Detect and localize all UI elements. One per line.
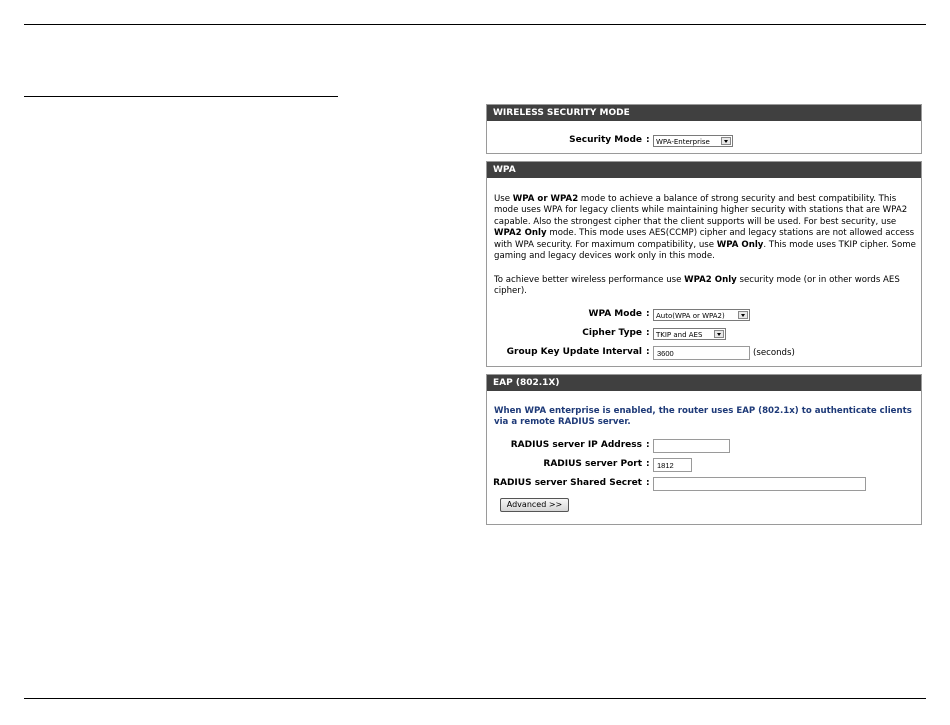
- group-key-interval-input[interactable]: [653, 346, 750, 360]
- radius-secret-label: RADIUS server Shared Secret: [493, 478, 642, 488]
- cipher-type-label: Cipher Type: [582, 328, 642, 338]
- colon: :: [646, 135, 650, 145]
- radius-port-input[interactable]: [653, 458, 692, 472]
- wpa-mode-label: WPA Mode: [588, 309, 642, 319]
- wpa-description: Use WPA or WPA2 mode to achieve a balance of strong security and best compatibility. This mode uses WPA for legacy clients while maintaining higher security with stations that are WPA2 capable. Also the strongest cipher that the client supports will be used. For best security, use WPA2 Only mode. This mode uses AES(CCMP) cipher and legacy stations are not allowed access with WPA security. For maximum compatibility, use WPA Only. This mode uses TKIP cipher. Some gaming and legacy devices work only in this mode.: [494, 194, 916, 262]
- security-mode-label: Security Mode: [569, 135, 642, 145]
- wpa-mode-select[interactable]: [653, 309, 750, 321]
- eap-intro: When WPA enterprise is enabled, the router uses EAP (802.1x) to authenticate clients via a remote RADIUS server.: [494, 406, 912, 428]
- cipher-type-value: TKIP and AES: [656, 331, 703, 339]
- wpa-panel: [486, 161, 922, 367]
- wpa-mode-value: Auto(WPA or WPA2): [656, 312, 725, 320]
- security-mode-select[interactable]: [653, 135, 733, 147]
- colon: :: [646, 478, 650, 488]
- colon: :: [646, 459, 650, 469]
- panel-header: EAP (802.1X): [487, 375, 921, 391]
- group-key-interval-label: Group Key Update Interval: [506, 347, 642, 357]
- panel-header: WPA: [487, 162, 921, 178]
- radius-ip-label: RADIUS server IP Address: [510, 440, 642, 450]
- cipher-type-select[interactable]: [653, 328, 726, 340]
- top-rule: [24, 24, 926, 25]
- colon: :: [646, 440, 650, 450]
- panel-header: WIRELESS SECURITY MODE: [487, 105, 921, 121]
- seconds-unit: (seconds): [753, 348, 795, 358]
- chevron-down-icon[interactable]: [738, 311, 748, 319]
- radius-port-label: RADIUS server Port: [543, 459, 642, 469]
- colon: :: [646, 328, 650, 338]
- wpa-performance-note: To achieve better wireless performance use WPA2 Only security mode (or in other words AES cipher).: [494, 275, 900, 297]
- security-mode-value: WPA-Enterprise: [656, 138, 710, 146]
- advanced-button[interactable]: Advanced >>: [500, 498, 569, 512]
- colon: :: [646, 347, 650, 357]
- eap-panel: [486, 374, 922, 525]
- colon: :: [646, 309, 650, 319]
- bottom-rule: [24, 698, 926, 699]
- radius-ip-input[interactable]: [653, 439, 730, 453]
- section-rule: [24, 96, 338, 97]
- radius-secret-input[interactable]: [653, 477, 866, 491]
- chevron-down-icon[interactable]: [721, 137, 731, 145]
- wireless-security-mode-panel: [486, 104, 922, 154]
- chevron-down-icon[interactable]: [714, 330, 724, 338]
